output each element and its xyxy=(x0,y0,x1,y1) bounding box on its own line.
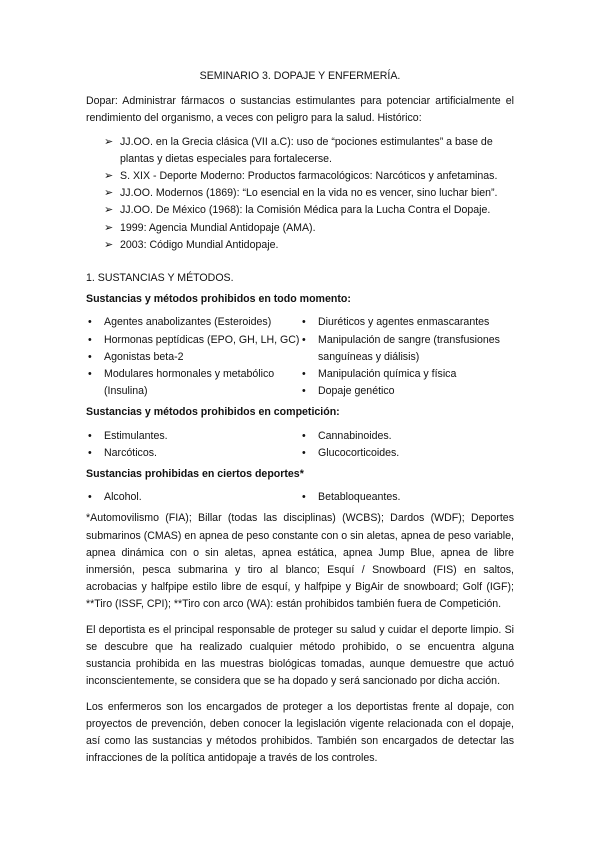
bullet-icon: • xyxy=(302,333,306,346)
list-item: ➢ 2003: Código Mundial Antidopaje. xyxy=(104,237,514,254)
right-column xyxy=(300,428,514,462)
bullet-icon: • xyxy=(302,429,306,442)
list-item: • Betabloqueantes. xyxy=(300,489,514,506)
footnote-paragraph: *Automovilismo (FIA); Billar (todas las disciplinas) (WCBS); Dardos (WDF); Deportes submarinos (CMAS) en apnea de peso constante con o sin aletas, apnea de peso variable, apnea dinámica con o sin aletas, apnea estática, apnea Jump Blue, apnea de libre inmersión, pesca submarina y tiro al blanco; Esquí / Snowboard (FIS) en saltos, acrobacias y halfpipe estilo libre de esquí, y halfpipe y BigAir de snowboard; Golf (IGF); **Tiro (ISSF, CPI); **Tiro con arco (WA): están prohibidos también fuera de Competición. xyxy=(86,512,514,611)
list-item: ➢ JJ.OO. en la Grecia clásica (VII a.C): uso de “pociones estimulantes” a base de plantas y dietas especiales para fortalecerse. xyxy=(104,135,493,165)
left-column xyxy=(86,489,300,506)
right-column xyxy=(300,489,514,506)
list-item: • Agentes anabolizantes (Esteroides) xyxy=(86,314,300,331)
bullet-icon: • xyxy=(88,446,92,459)
competition-prohibited-heading: Sustancias y métodos prohibidos en competición: xyxy=(86,406,340,419)
list-item: • Modulares hormonales y metabólico (Insulina) xyxy=(88,368,275,398)
list-item: • Dopaje genético xyxy=(300,383,514,400)
bullet-icon: • xyxy=(302,368,306,381)
bullet-icon: • xyxy=(302,446,306,459)
list-item: • Estimulantes. xyxy=(86,428,300,445)
list-item: • Cannabinoides. xyxy=(300,428,514,445)
list-item: • Diuréticos y agentes enmascarantes xyxy=(300,314,514,331)
arrow-bullet-icon: ➢ xyxy=(104,238,114,251)
list-item: ➢ 1999: Agencia Mundial Antidopaje (AMA). xyxy=(104,220,514,237)
left-column xyxy=(86,314,300,400)
certain-sports-columns xyxy=(86,489,514,506)
intro-paragraph: Dopar: Administrar fármacos o sustancias estimulantes para potenciar artificialmente el rendimiento del organismo, a veces con peligro para la salud. Histórico: xyxy=(86,95,514,125)
list-item: ➢ JJ.OO. Modernos (1869): “Lo esencial en la vida no es vencer, sino luchar bien”. xyxy=(104,185,514,202)
list-item: • Agonistas beta-2 xyxy=(86,349,300,366)
history-list xyxy=(86,134,514,254)
always-prohibited-heading: Sustancias y métodos prohibidos en todo momento: xyxy=(86,293,351,306)
competition-prohibited-columns xyxy=(86,428,514,462)
bullet-icon: • xyxy=(88,316,92,329)
list-item: • Alcohol. xyxy=(86,489,300,506)
arrow-bullet-icon: ➢ xyxy=(104,221,114,234)
list-item: • Manipulación de sangre (transfusiones sanguíneas y diálisis) xyxy=(302,333,500,363)
bullet-icon: • xyxy=(88,368,92,381)
section-title: 1. SUSTANCIAS Y MÉTODOS. xyxy=(86,272,234,285)
arrow-bullet-icon: ➢ xyxy=(104,170,114,183)
list-item: ➢ JJ.OO. De México (1968): la Comisión Médica para la Lucha Contra el Dopaje. xyxy=(104,202,514,219)
right-column xyxy=(300,314,514,400)
arrow-bullet-icon: ➢ xyxy=(104,187,114,200)
left-column xyxy=(86,428,300,462)
list-item: • Manipulación química y física xyxy=(300,366,514,383)
list-item: • Glucocorticoides. xyxy=(300,445,514,462)
nurses-role-paragraph: Los enfermeros son los encargados de proteger a los deportistas frente al dopaje, con proyectos de prevención, deben conocer la legislación vigente relacionada con el dopaje, así como las sustancias y métodos prohibidos. También son encargados de detectar las infracciones de la política antidopaje a través de los controles. xyxy=(86,700,514,765)
list-item: • Hormonas peptídicas (EPO, GH, LH, GC) xyxy=(86,332,300,349)
arrow-bullet-icon: ➢ xyxy=(104,135,114,148)
bullet-icon: • xyxy=(88,429,92,442)
bullet-icon: • xyxy=(88,350,92,363)
bullet-icon: • xyxy=(302,385,306,398)
bullet-icon: • xyxy=(302,491,306,504)
list-item: • Narcóticos. xyxy=(86,445,300,462)
certain-sports-heading: Sustancias prohibidas en ciertos deportes* xyxy=(86,468,304,481)
bullet-icon: • xyxy=(88,333,92,346)
bullet-icon: • xyxy=(88,491,92,504)
always-prohibited-columns xyxy=(86,314,514,400)
bullet-icon: • xyxy=(302,316,306,329)
arrow-bullet-icon: ➢ xyxy=(104,204,114,217)
athlete-responsibility-paragraph: El deportista es el principal responsable de proteger su salud y cuidar el deporte limpio. Si se descubre que ha realizado cualquier método prohibido, o se encuentra alguna sustancia prohibida en las muestras biológicas tomadas, aunque demuestre que actuó inconscientemente, se considera que se ha dopado y será sancionado por dicha acción. xyxy=(86,623,514,688)
list-item: ➢ S. XIX - Deporte Moderno: Productos farmacológicos: Narcóticos y anfetaminas. xyxy=(104,168,514,185)
page-title: SEMINARIO 3. DOPAJE Y ENFERMERÍA. xyxy=(199,70,401,82)
